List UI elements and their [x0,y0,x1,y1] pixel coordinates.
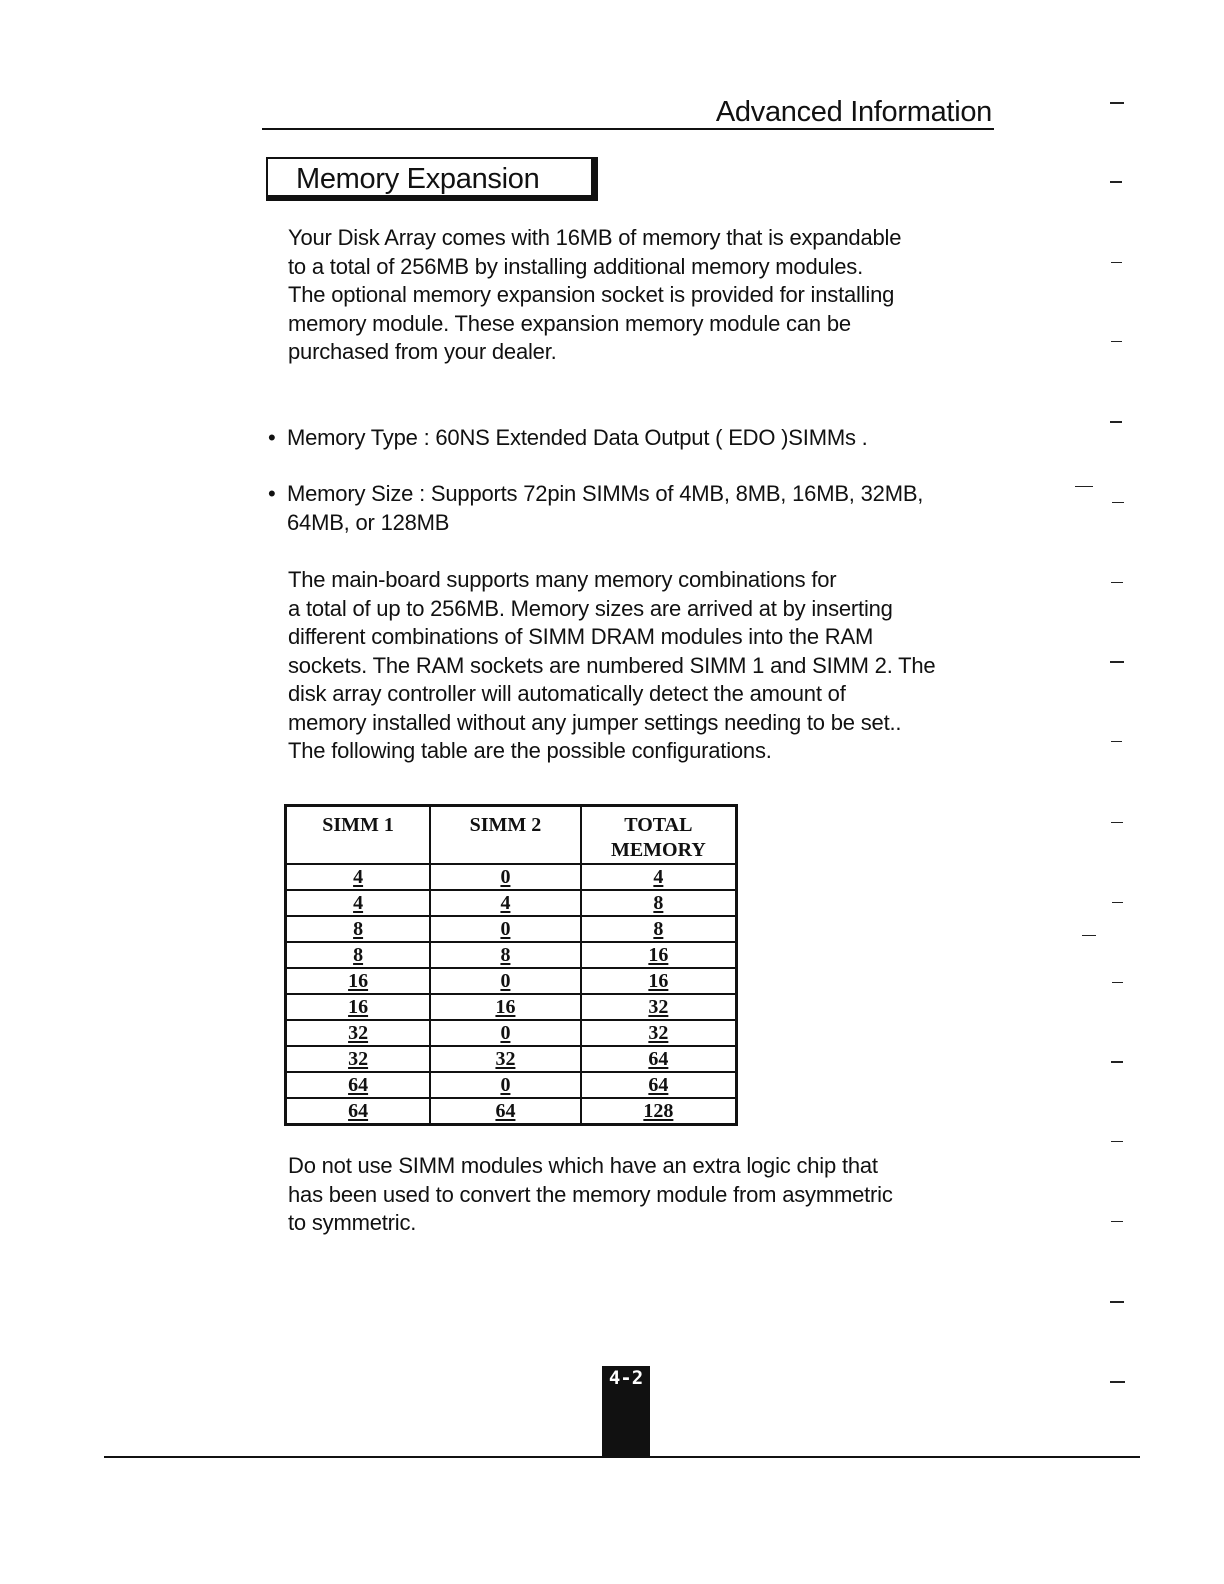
table-cell: 16 [581,968,737,994]
table-row [286,916,737,942]
bullet-dot-icon: • [268,481,276,506]
table-cell: 4 [286,864,431,890]
margin-mark [1110,181,1122,183]
table-cell: 64 [286,1072,431,1098]
table-cell: 8 [286,916,431,942]
margin-mark [1110,1381,1125,1383]
combinations-line: a total of up to 256MB. Memory sizes are arrived at by inserting [288,595,893,621]
table-cell: 0 [430,1020,581,1046]
warning-line: has been used to convert the memory module from asymmetric [288,1181,893,1207]
intro-line: The optional memory expansion socket is provided for installing [288,282,895,307]
margin-mark [1112,502,1124,503]
table-cell: 16 [430,994,581,1020]
combinations-line: sockets. The RAM sockets are numbered SIMM 1 and SIMM 2. The [288,652,936,678]
memory-size-text-cont: 64MB, or 128MB [287,509,450,535]
table-row [286,1072,737,1098]
intro-line: memory module. These expansion memory module can be [288,310,851,336]
table-header-cell: SIMM 1 [286,806,431,865]
margin-mark [1082,935,1096,936]
bullet-dot-icon: • [268,425,276,450]
table-cell: 0 [430,968,581,994]
combinations-line: disk array controller will automatically detect the amount of [288,681,846,706]
margin-mark [1111,1221,1123,1222]
table-cell: 8 [286,942,431,968]
margin-mark [1112,902,1123,903]
table-cell: 16 [286,994,431,1020]
memory-size-text: Memory Size : Supports 72pin SIMMs of 4MB, 8MB, 16MB, 32MB, [287,481,924,506]
table-cell: 64 [581,1072,737,1098]
header-rule [262,128,994,130]
section-title-box [266,157,598,201]
table-row [286,968,737,994]
margin-mark [1111,262,1122,263]
table-row [286,942,737,968]
table-cell: 4 [286,890,431,916]
table-row [286,994,737,1020]
margin-mark [1075,486,1093,487]
table-cell: 64 [430,1098,581,1125]
page-number-tab [602,1366,650,1457]
margin-mark [1111,822,1123,823]
intro-line: Your Disk Array comes with 16MB of memory that is expandable [288,225,902,250]
table-cell: 32 [430,1046,581,1072]
margin-mark [1111,341,1122,342]
table-cell: 4 [581,864,737,890]
combinations-line: memory installed without any jumper settings needing to be set.. [288,709,902,735]
combinations-line: The main-board supports many memory combinations for [288,567,837,592]
table-cell: 64 [286,1098,431,1125]
footer-rule [104,1456,1140,1458]
table-row [286,1098,737,1125]
table-header-row [286,806,737,865]
table-row [286,1020,737,1046]
table-cell: 32 [286,1046,431,1072]
table-header-cell: SIMM 2 [430,806,581,865]
table-cell: 16 [286,968,431,994]
memory-type-bullet [268,424,1008,453]
margin-mark [1111,1061,1123,1063]
table-cell: 8 [581,916,737,942]
margin-mark [1110,1301,1124,1303]
table-row [286,864,737,890]
table-cell: 8 [430,942,581,968]
table-cell: 128 [581,1098,737,1125]
simm-configuration-table [284,804,738,1126]
intro-paragraph [288,224,1008,367]
table-cell: 4 [430,890,581,916]
margin-mark [1110,102,1124,104]
margin-mark [1111,741,1122,742]
table-cell: 8 [581,890,737,916]
combinations-paragraph [288,566,1008,766]
table-header-cell: TOTAL MEMORY [581,806,737,865]
table-cell: 32 [581,994,737,1020]
memory-type-text: Memory Type : 60NS Extended Data Output ( EDO )SIMMs . [287,425,868,450]
intro-line: purchased from your dealer. [288,339,557,364]
table-cell: 0 [430,1072,581,1098]
margin-mark [1111,582,1123,583]
combinations-line: different combinations of SIMM DRAM modules into the RAM [288,624,874,649]
margin-mark [1110,661,1124,663]
table-cell: 0 [430,916,581,942]
page-header-title: Advanced Information [715,96,992,128]
section-title: Memory Expansion [296,163,540,195]
margin-mark [1112,982,1123,983]
table-cell: 64 [581,1046,737,1072]
table-cell: 0 [430,864,581,890]
margin-mark [1111,1141,1123,1142]
table-row [286,1046,737,1072]
warning-paragraph [288,1152,1008,1238]
table-row [286,890,737,916]
memory-size-bullet [268,480,1008,537]
table-cell: 16 [581,942,737,968]
table-cell: 32 [581,1020,737,1046]
intro-line: to a total of 256MB by installing additional memory modules. [288,253,863,279]
warning-line: Do not use SIMM modules which have an extra logic chip that [288,1153,878,1178]
warning-line: to symmetric. [288,1210,417,1235]
page-number: 4-2 [608,1367,644,1389]
table-cell: 32 [286,1020,431,1046]
combinations-line: The following table are the possible configurations. [288,738,772,763]
margin-mark [1110,421,1122,423]
